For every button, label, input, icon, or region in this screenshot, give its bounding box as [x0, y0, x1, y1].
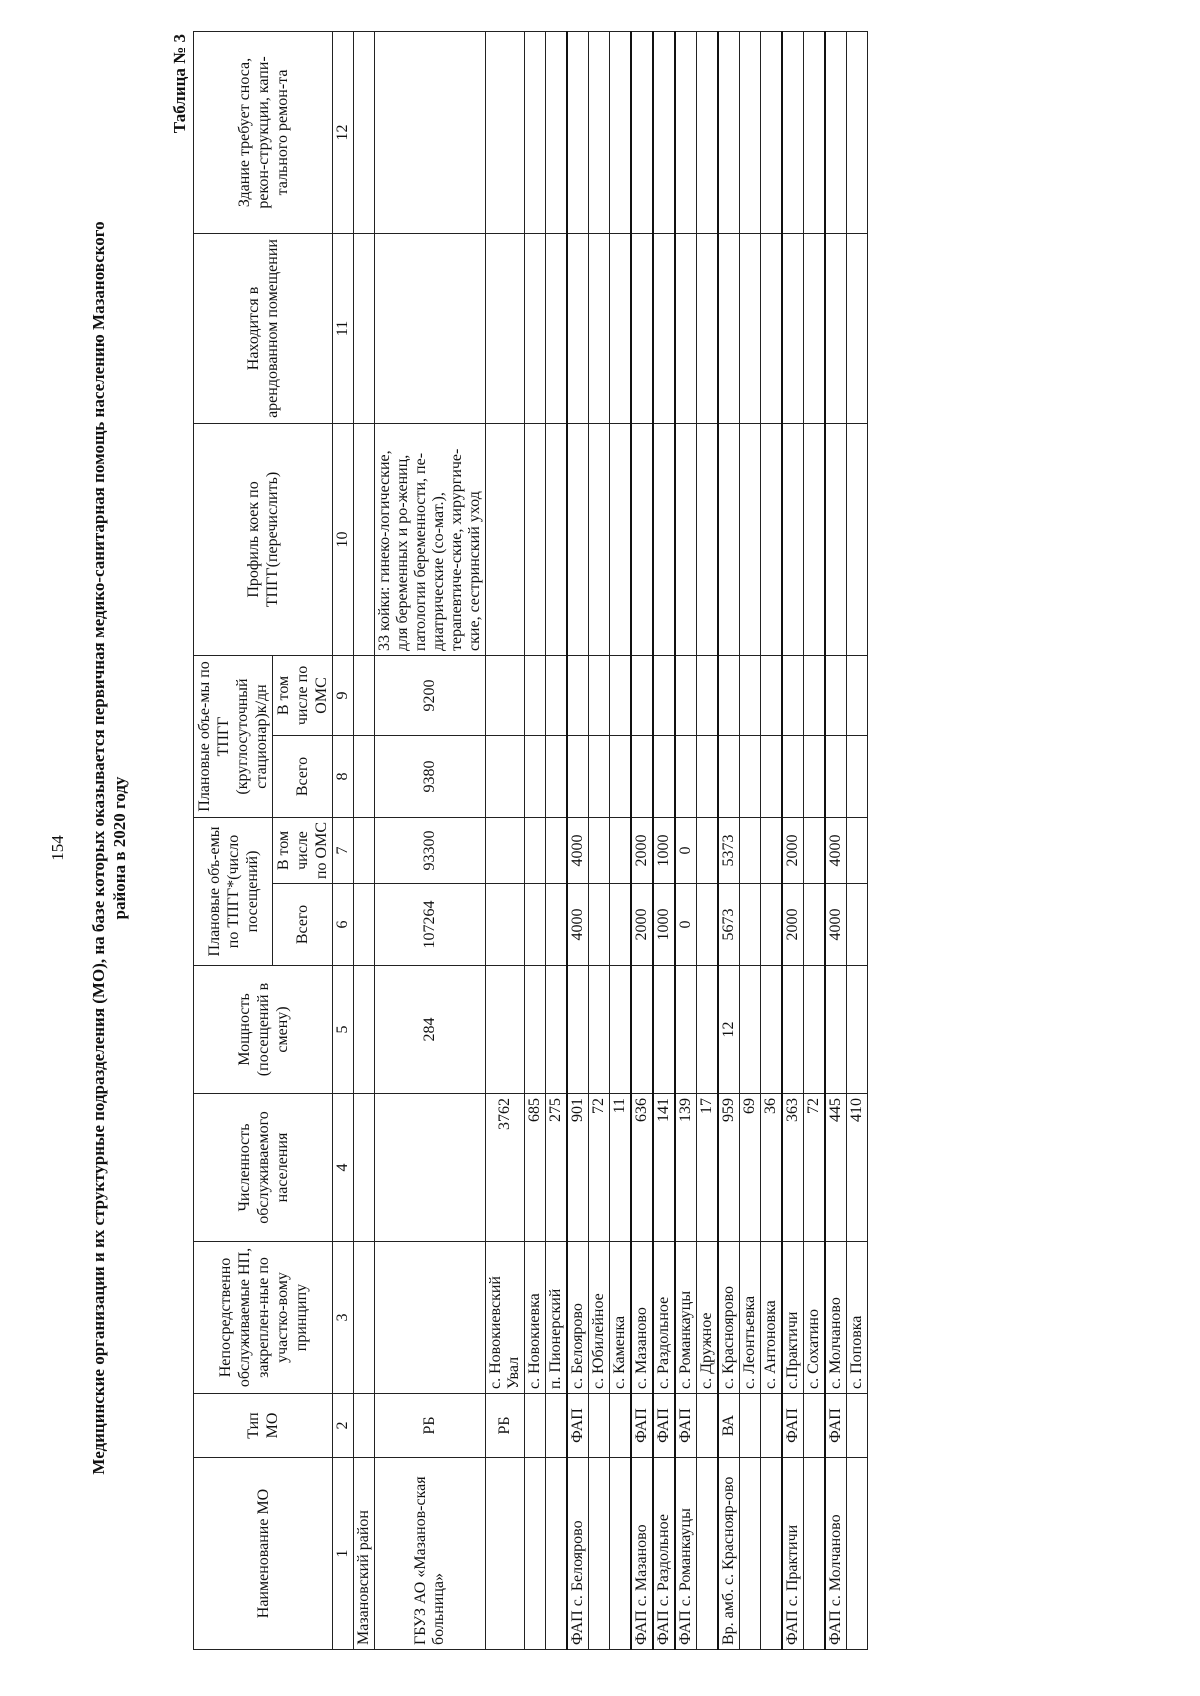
settlement-cell: с. Белоярово: [567, 1242, 589, 1394]
inpatient-total-cell: [718, 735, 740, 817]
capacity-cell: [653, 966, 675, 1094]
col-number: 1: [333, 1458, 354, 1650]
district-name: Мазановский район: [354, 1458, 375, 1650]
mo-type-cell: ФАП: [653, 1394, 675, 1458]
visits-oms-cell: [589, 817, 610, 883]
table-row: [486, 31, 525, 1649]
bed-profile-cell: [825, 423, 847, 655]
visits-oms-cell: [697, 817, 719, 883]
table-row: [653, 31, 675, 1649]
table-row: [697, 31, 719, 1649]
visits-oms-cell: [486, 817, 525, 883]
rented-cell: [546, 233, 568, 423]
header-rented: Находится в арендованном помещении: [194, 233, 333, 423]
visits-oms-cell: 5373: [718, 817, 740, 883]
inpatient-oms-cell: [653, 655, 675, 735]
population-cell: 445: [825, 1094, 847, 1242]
visits-oms-cell: [610, 817, 632, 883]
settlement-cell: с. Юбилейное: [589, 1242, 610, 1394]
settlement-rows: [486, 31, 868, 1649]
bed-profile-cell: [847, 423, 868, 655]
mo-name-cell: [740, 1458, 761, 1650]
inpatient-oms-cell: [631, 655, 653, 735]
mo-name-cell: ФАП с. Мазаново: [631, 1458, 653, 1650]
table-row: [567, 31, 589, 1649]
header-inpatient-oms: В том числе по ОМС: [273, 655, 333, 735]
col-number: 8: [333, 735, 354, 817]
document-title: [88, 0, 130, 1696]
mo-name-cell: ФАП с. Раздольное: [653, 1458, 675, 1650]
population-cell: 3762: [486, 1094, 525, 1242]
mo-name-cell: [486, 1458, 525, 1650]
mo-type-cell: [740, 1394, 761, 1458]
capacity-cell: [546, 966, 568, 1094]
mo-name-cell: [610, 1458, 632, 1650]
header-repair: Здание требует сноса, рекон-струкции, капи-тального ремон-та: [194, 31, 333, 233]
visits-oms-cell: [546, 817, 568, 883]
capacity-cell: [675, 966, 697, 1094]
visits-total-cell: [589, 884, 610, 966]
capacity-cell: [631, 966, 653, 1094]
mo-name-cell: ФАП с. Романкауцы: [675, 1458, 697, 1650]
repair-cell: [675, 31, 697, 233]
inpatient-oms-cell: [525, 655, 546, 735]
inpatient-total-cell: [740, 735, 761, 817]
rented-cell: [825, 233, 847, 423]
col-number: 4: [333, 1094, 354, 1242]
settlement-cell: с. Леонтьевка: [740, 1242, 761, 1394]
capacity-cell: [825, 966, 847, 1094]
mo-type-cell: ФАП: [567, 1394, 589, 1458]
visits-total-cell: 2000: [631, 884, 653, 966]
table-label: Таблица № 3: [170, 34, 189, 134]
table-row: [675, 31, 697, 1649]
header-visits-total: Всего: [273, 884, 333, 966]
inpatient-oms-cell: [486, 655, 525, 735]
rented-cell: [525, 233, 546, 423]
capacity-cell: 12: [718, 966, 740, 1094]
bed-profile-cell: [697, 423, 719, 655]
population-cell: 363: [782, 1094, 804, 1242]
visits-oms-cell: [525, 817, 546, 883]
mo-name-cell: [525, 1458, 546, 1650]
repair-cell: [589, 31, 610, 233]
col-number: 9: [333, 655, 354, 735]
visits-total-cell: 4000: [825, 884, 847, 966]
column-number-row: [333, 31, 354, 1649]
inpatient-total-cell: [847, 735, 868, 817]
title-line-1: Медицинские организации и их структурные подразделения (МО), на базе которых оказывается первичная медико-санитарная помощь населению Мазановского: [89, 221, 108, 1475]
settlement-cell: с. Мазаново: [631, 1242, 653, 1394]
repair-cell: [847, 31, 868, 233]
capacity-cell: [567, 966, 589, 1094]
hospital-inpatient-oms: 9200: [375, 655, 486, 735]
inpatient-oms-cell: [782, 655, 804, 735]
inpatient-oms-cell: [675, 655, 697, 735]
hospital-capacity: 284: [375, 966, 486, 1094]
visits-oms-cell: [804, 817, 826, 883]
bed-profile-cell: [610, 423, 632, 655]
visits-total-cell: [697, 884, 719, 966]
mo-type-cell: [610, 1394, 632, 1458]
mo-type-cell: [525, 1394, 546, 1458]
population-cell: 139: [675, 1094, 697, 1242]
repair-cell: [653, 31, 675, 233]
hospital-name: ГБУЗ АО «Мазанов-ская больница»: [375, 1458, 486, 1650]
repair-cell: [782, 31, 804, 233]
visits-total-cell: 5673: [718, 884, 740, 966]
mo-type-cell: [589, 1394, 610, 1458]
inpatient-total-cell: [589, 735, 610, 817]
capacity-cell: [525, 966, 546, 1094]
visits-total-cell: [847, 884, 868, 966]
table-row: [718, 31, 740, 1649]
population-cell: 141: [653, 1094, 675, 1242]
capacity-cell: [486, 966, 525, 1094]
hospital-row: [375, 31, 486, 1649]
repair-cell: [486, 31, 525, 233]
repair-cell: [697, 31, 719, 233]
visits-oms-cell: 4000: [825, 817, 847, 883]
inpatient-total-cell: [631, 735, 653, 817]
repair-cell: [825, 31, 847, 233]
mo-name-cell: [697, 1458, 719, 1650]
inpatient-total-cell: [525, 735, 546, 817]
visits-total-cell: [761, 884, 783, 966]
capacity-cell: [782, 966, 804, 1094]
population-cell: 11: [610, 1094, 632, 1242]
table-row: [546, 31, 568, 1649]
population-cell: 69: [740, 1094, 761, 1242]
visits-total-cell: [804, 884, 826, 966]
capacity-cell: [761, 966, 783, 1094]
inpatient-oms-cell: [589, 655, 610, 735]
capacity-cell: [610, 966, 632, 1094]
capacity-cell: [804, 966, 826, 1094]
visits-oms-cell: [761, 817, 783, 883]
population-cell: 72: [804, 1094, 826, 1242]
visits-oms-cell: 2000: [631, 817, 653, 883]
visits-total-cell: 0: [675, 884, 697, 966]
repair-cell: [718, 31, 740, 233]
capacity-cell: [740, 966, 761, 1094]
col-number: 10: [333, 423, 354, 655]
bed-profile-cell: [675, 423, 697, 655]
population-cell: 36: [761, 1094, 783, 1242]
visits-total-cell: [546, 884, 568, 966]
rented-cell: [610, 233, 632, 423]
settlement-cell: п. Пионерский: [546, 1242, 568, 1394]
visits-oms-cell: 2000: [782, 817, 804, 883]
repair-cell: [567, 31, 589, 233]
rented-cell: [718, 233, 740, 423]
mo-type-cell: [761, 1394, 783, 1458]
inpatient-total-cell: [486, 735, 525, 817]
mo-name-cell: [589, 1458, 610, 1650]
table-row: [525, 31, 546, 1649]
bed-profile-cell: [525, 423, 546, 655]
hospital-inpatient-total: 9380: [375, 735, 486, 817]
visits-total-cell: [525, 884, 546, 966]
settlement-cell: с. Романкауцы: [675, 1242, 697, 1394]
visits-total-cell: 4000: [567, 884, 589, 966]
col-number: 7: [333, 817, 354, 883]
header-mo-name: Наименование МО: [194, 1458, 333, 1650]
header-mo-type: Тип МО: [194, 1394, 333, 1458]
bed-profile-cell: [740, 423, 761, 655]
rented-cell: [567, 233, 589, 423]
settlement-cell: с. Антоновка: [761, 1242, 783, 1394]
inpatient-oms-cell: [610, 655, 632, 735]
table-row: [804, 31, 826, 1649]
table-row: [589, 31, 610, 1649]
visits-oms-cell: 4000: [567, 817, 589, 883]
rented-cell: [631, 233, 653, 423]
rented-cell: [740, 233, 761, 423]
col-number: 5: [333, 966, 354, 1094]
col-number: 6: [333, 884, 354, 966]
district-row: [354, 31, 375, 1649]
visits-total-cell: [610, 884, 632, 966]
col-number: 11: [333, 233, 354, 423]
hospital-bed-profile: 33 койки: гинеко-логические, для беременных и ро-жениц, патологии беременности, пе-диатрические (со-мат.), терапевтиче-ские, хирургиче-ские, сестринский уход: [375, 423, 486, 655]
inpatient-oms-cell: [804, 655, 826, 735]
mo-type-cell: РБ: [486, 1394, 525, 1458]
header-population: Численность обслуживаемого населения: [194, 1094, 333, 1242]
inpatient-total-cell: [804, 735, 826, 817]
inpatient-total-cell: [546, 735, 568, 817]
mo-type-cell: [804, 1394, 826, 1458]
hospital-visits-total: 107264: [375, 884, 486, 966]
table-row: [740, 31, 761, 1649]
bed-profile-cell: [761, 423, 783, 655]
visits-total-cell: 1000: [653, 884, 675, 966]
table-row: [631, 31, 653, 1649]
capacity-cell: [589, 966, 610, 1094]
population-cell: 17: [697, 1094, 719, 1242]
bed-profile-cell: [486, 423, 525, 655]
rented-cell: [847, 233, 868, 423]
mo-type-cell: [847, 1394, 868, 1458]
settlement-cell: с. Дружное: [697, 1242, 719, 1394]
table-row: [847, 31, 868, 1649]
repair-cell: [610, 31, 632, 233]
population-cell: 959: [718, 1094, 740, 1242]
population-cell: 901: [567, 1094, 589, 1242]
mo-name-cell: Вр. амб. с. Краснояр-ово: [718, 1458, 740, 1650]
rented-cell: [761, 233, 783, 423]
bed-profile-cell: [804, 423, 826, 655]
mo-type-cell: ФАП: [675, 1394, 697, 1458]
settlement-cell: с. Новокиевский Увал: [486, 1242, 525, 1394]
bed-profile-cell: [546, 423, 568, 655]
bed-profile-cell: [782, 423, 804, 655]
population-cell: 410: [847, 1094, 868, 1242]
rented-cell: [697, 233, 719, 423]
col-number: 3: [333, 1242, 354, 1394]
header-inpatient-plan: Плановые объе-мы по ТПГГ (круглосуточный стационар)к/дн: [194, 655, 273, 817]
header-capacity: Мощность (посещений в смену): [194, 966, 333, 1094]
table-row: [782, 31, 804, 1649]
visits-oms-cell: [847, 817, 868, 883]
mo-name-cell: ФАП с. Практичи: [782, 1458, 804, 1650]
repair-cell: [761, 31, 783, 233]
mo-type-cell: ФАП: [825, 1394, 847, 1458]
visits-total-cell: [740, 884, 761, 966]
inpatient-total-cell: [761, 735, 783, 817]
settlement-cell: с. Каменка: [610, 1242, 632, 1394]
header-visits-oms: В том числе по ОМС: [273, 817, 333, 883]
inpatient-total-cell: [782, 735, 804, 817]
table-row: [610, 31, 632, 1649]
inpatient-oms-cell: [761, 655, 783, 735]
visits-oms-cell: [740, 817, 761, 883]
bed-profile-cell: [653, 423, 675, 655]
inpatient-total-cell: [610, 735, 632, 817]
bed-profile-cell: [631, 423, 653, 655]
settlement-cell: с. Поповка: [847, 1242, 868, 1394]
rented-cell: [804, 233, 826, 423]
settlement-cell: с. Красноярово: [718, 1242, 740, 1394]
repair-cell: [631, 31, 653, 233]
mo-type-cell: ФАП: [631, 1394, 653, 1458]
repair-cell: [546, 31, 568, 233]
header-visits-plan: Плановые объ-емы по ТПГГ*(число посещений): [194, 817, 273, 965]
visits-total-cell: [486, 884, 525, 966]
table-row: [825, 31, 847, 1649]
inpatient-total-cell: [567, 735, 589, 817]
page-number: 154: [48, 835, 67, 861]
repair-cell: [525, 31, 546, 233]
settlement-cell: с. Молчаново: [825, 1242, 847, 1394]
population-cell: 72: [589, 1094, 610, 1242]
mo-type-cell: [697, 1394, 719, 1458]
header-settlements: Непосредственно обслуживаемые НП, закреплен-ные по участко-вому принципу: [194, 1242, 333, 1394]
population-cell: 685: [525, 1094, 546, 1242]
population-cell: 275: [546, 1094, 568, 1242]
visits-total-cell: 2000: [782, 884, 804, 966]
capacity-cell: [697, 966, 719, 1094]
capacity-cell: [847, 966, 868, 1094]
settlement-cell: с. Новокиевка: [525, 1242, 546, 1394]
inpatient-total-cell: [675, 735, 697, 817]
inpatient-total-cell: [653, 735, 675, 817]
repair-cell: [804, 31, 826, 233]
mo-name-cell: ФАП с. Молчаново: [825, 1458, 847, 1650]
mo-name-cell: [546, 1458, 568, 1650]
header-inpatient-total: Всего: [273, 735, 333, 817]
inpatient-oms-cell: [825, 655, 847, 735]
col-number: 12: [333, 31, 354, 233]
bed-profile-cell: [589, 423, 610, 655]
rented-cell: [653, 233, 675, 423]
population-cell: 636: [631, 1094, 653, 1242]
rented-cell: [486, 233, 525, 423]
inpatient-oms-cell: [697, 655, 719, 735]
settlement-cell: с.Практичи: [782, 1242, 804, 1394]
title-line-2: района в 2020 году: [110, 776, 129, 920]
hospital-visits-oms: 93300: [375, 817, 486, 883]
col-number: 2: [333, 1394, 354, 1458]
inpatient-oms-cell: [740, 655, 761, 735]
mo-name-cell: ФАП с. Белоярово: [567, 1458, 589, 1650]
mo-type-cell: ФАП: [782, 1394, 804, 1458]
rented-cell: [782, 233, 804, 423]
visits-oms-cell: 1000: [653, 817, 675, 883]
mo-name-cell: [761, 1458, 783, 1650]
mo-type-cell: [546, 1394, 568, 1458]
inpatient-oms-cell: [847, 655, 868, 735]
rented-cell: [675, 233, 697, 423]
mo-table: [193, 31, 868, 1650]
repair-cell: [740, 31, 761, 233]
mo-name-cell: [847, 1458, 868, 1650]
inpatient-oms-cell: [546, 655, 568, 735]
inpatient-total-cell: [825, 735, 847, 817]
inpatient-oms-cell: [718, 655, 740, 735]
bed-profile-cell: [718, 423, 740, 655]
settlement-cell: с. Раздольное: [653, 1242, 675, 1394]
mo-name-cell: [804, 1458, 826, 1650]
inpatient-total-cell: [697, 735, 719, 817]
rented-cell: [589, 233, 610, 423]
header-bed-profile: Профиль коек по ТПГГ(перечислить): [194, 423, 333, 655]
bed-profile-cell: [567, 423, 589, 655]
settlement-cell: с. Сохатино: [804, 1242, 826, 1394]
table-row: [761, 31, 783, 1649]
mo-type-cell: ВА: [718, 1394, 740, 1458]
inpatient-oms-cell: [567, 655, 589, 735]
visits-oms-cell: 0: [675, 817, 697, 883]
hospital-type: РБ: [375, 1394, 486, 1458]
